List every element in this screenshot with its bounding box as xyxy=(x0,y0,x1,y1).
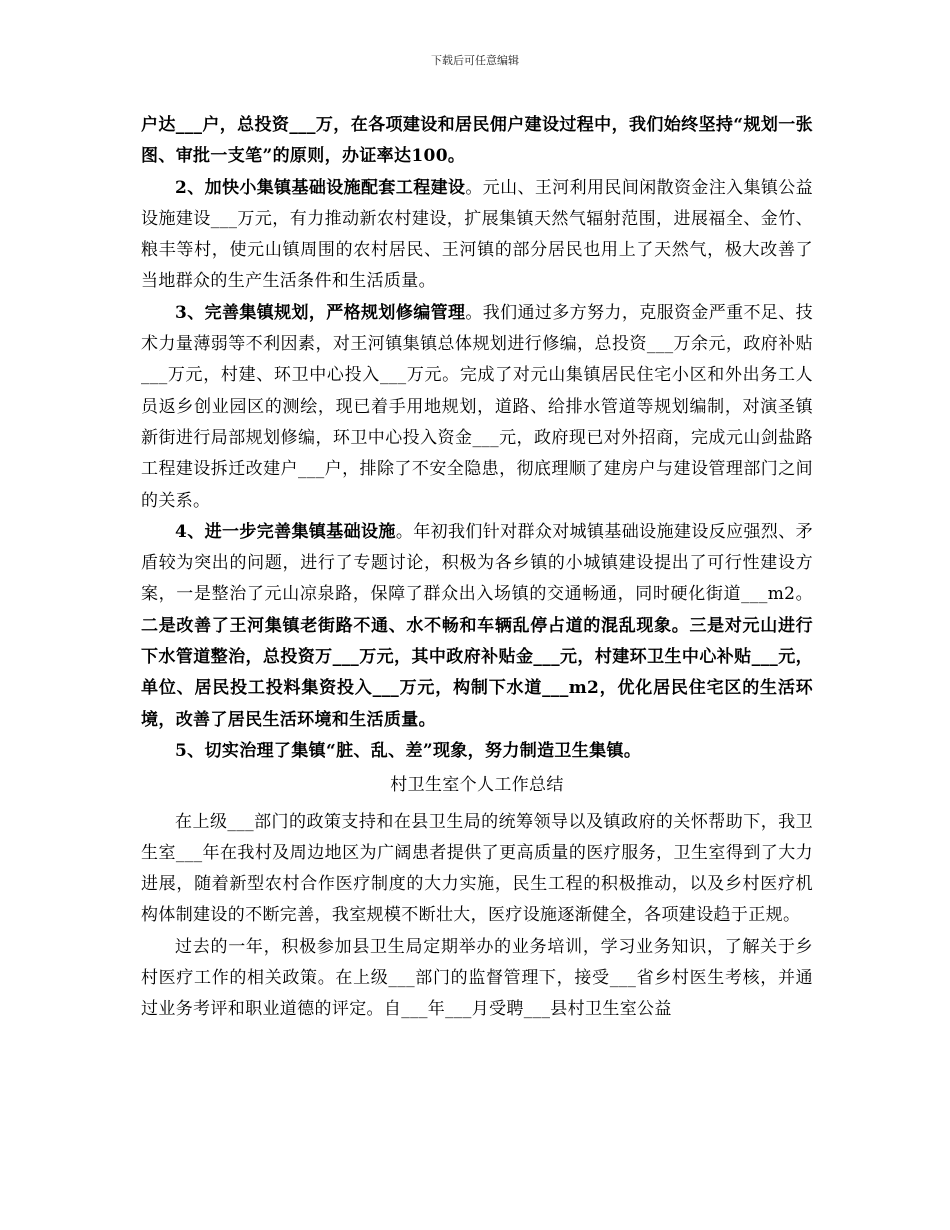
document-body xyxy=(141,110,813,1026)
paragraph-item-2 xyxy=(141,173,813,298)
section-title: 村卫生室个人工作总结 xyxy=(390,775,564,796)
item-body: 。年初我们针对群众对城镇基础设施建设反应强烈、矛盾较为突出的问题，进行了专题讨论，积极为各乡镇的小城镇建设提出了可行性建设方案，一是整治了元山凉泉路，保障了群众出入场镇的交通畅通，同时硬化街道___m2。 xyxy=(141,521,813,605)
paragraph-item-3 xyxy=(141,298,813,517)
item-heading: 4、进一步完善集镇基础设施 xyxy=(175,521,396,542)
item-heading: 2、加快小集镇基础设施配套工程建设 xyxy=(175,177,466,198)
paragraph-item-5 xyxy=(141,736,813,767)
bold-text-run: 户达___户，总投资___万，在各项建设和居民佣户建设过程中，我们始终坚持“规划一张图、审批一支笔”的原则，办证率达100。 xyxy=(141,115,813,167)
item-heading: 3、完善集镇规划，严格规划修编管理 xyxy=(175,302,466,323)
paragraph-training: 过去的一年，积极参加县卫生局定期举办的业务培训，学习业务知识，了解关于乡村医疗工作的相关政策。在上级___部门的监督管理下，接受___省乡村医生考核，并通过业务考评和职业道德的评定。自___年___月受聘___县村卫生室公益 xyxy=(141,936,813,1020)
paragraph-item-4 xyxy=(141,517,813,736)
page-header: 下载后可任意编辑 xyxy=(431,54,519,67)
paragraph-continuation xyxy=(141,110,813,173)
item-heading: 5、切实治理了集镇“脏、乱、差”现象，努力制造卫生集镇。 xyxy=(175,740,642,761)
paragraph-intro: 在上级___部门的政策支持和在县卫生局的统筹领导以及镇政府的关怀帮助下，我卫生室___年在我村及周边地区为广阔患者提供了更高质量的医疗服务，卫生室得到了大力进展，随着新型农村合作医疗制度的大力实施，民生工程的积极推动，以及乡村医疗机构体制建设的不断完善，我室规模不断壮大，医疗设施逐渐健全，各项建设趋于正规。 xyxy=(141,811,813,926)
item-body: 。元山、王河利用民间闲散资金注入集镇公益设施建设___万元，有力推动新农村建设，扩展集镇天然气辐射范围，进展福全、金竹、粮丰等村，使元山镇周围的农村居民、王河镇的部分居民也用上了天然气，极大改善了当地群众的生产生活条件和生活质量。 xyxy=(141,177,814,292)
item-body: 。我们通过多方努力，克服资金严重不足、技术力量薄弱等不利因素，对王河镇集镇总体规划进行修编，总投资___万余元，政府补贴___万元，村建、环卫中心投入___万元。完成了对元山集镇居民住宅小区和外出务工人员返乡创业园区的测绘，现已着手用地规划，道路、给排水管道等规划编制，对演圣镇新街进行局部规划修编，环卫中心投入资金___元，政府现已对外招商，完成元山剑盐路工程建设拆迁改建户___户，排除了不安全隐患，彻底理顺了建房户与建设管理部门之间的关系。 xyxy=(141,302,814,511)
item-body-bold: 二是改善了王河集镇老街路不通、水不畅和车辆乱停占道的混乱现象。三是对元山进行下水管道整治，总投资万___万元，其中政府补贴金___元，村建环卫生中心补贴___元，单位、居民投工投料集资投入___万元，构制下水道___m2，优化居民住宅区的生活环境，改善了居民生活环境和生活质量。 xyxy=(141,615,813,730)
